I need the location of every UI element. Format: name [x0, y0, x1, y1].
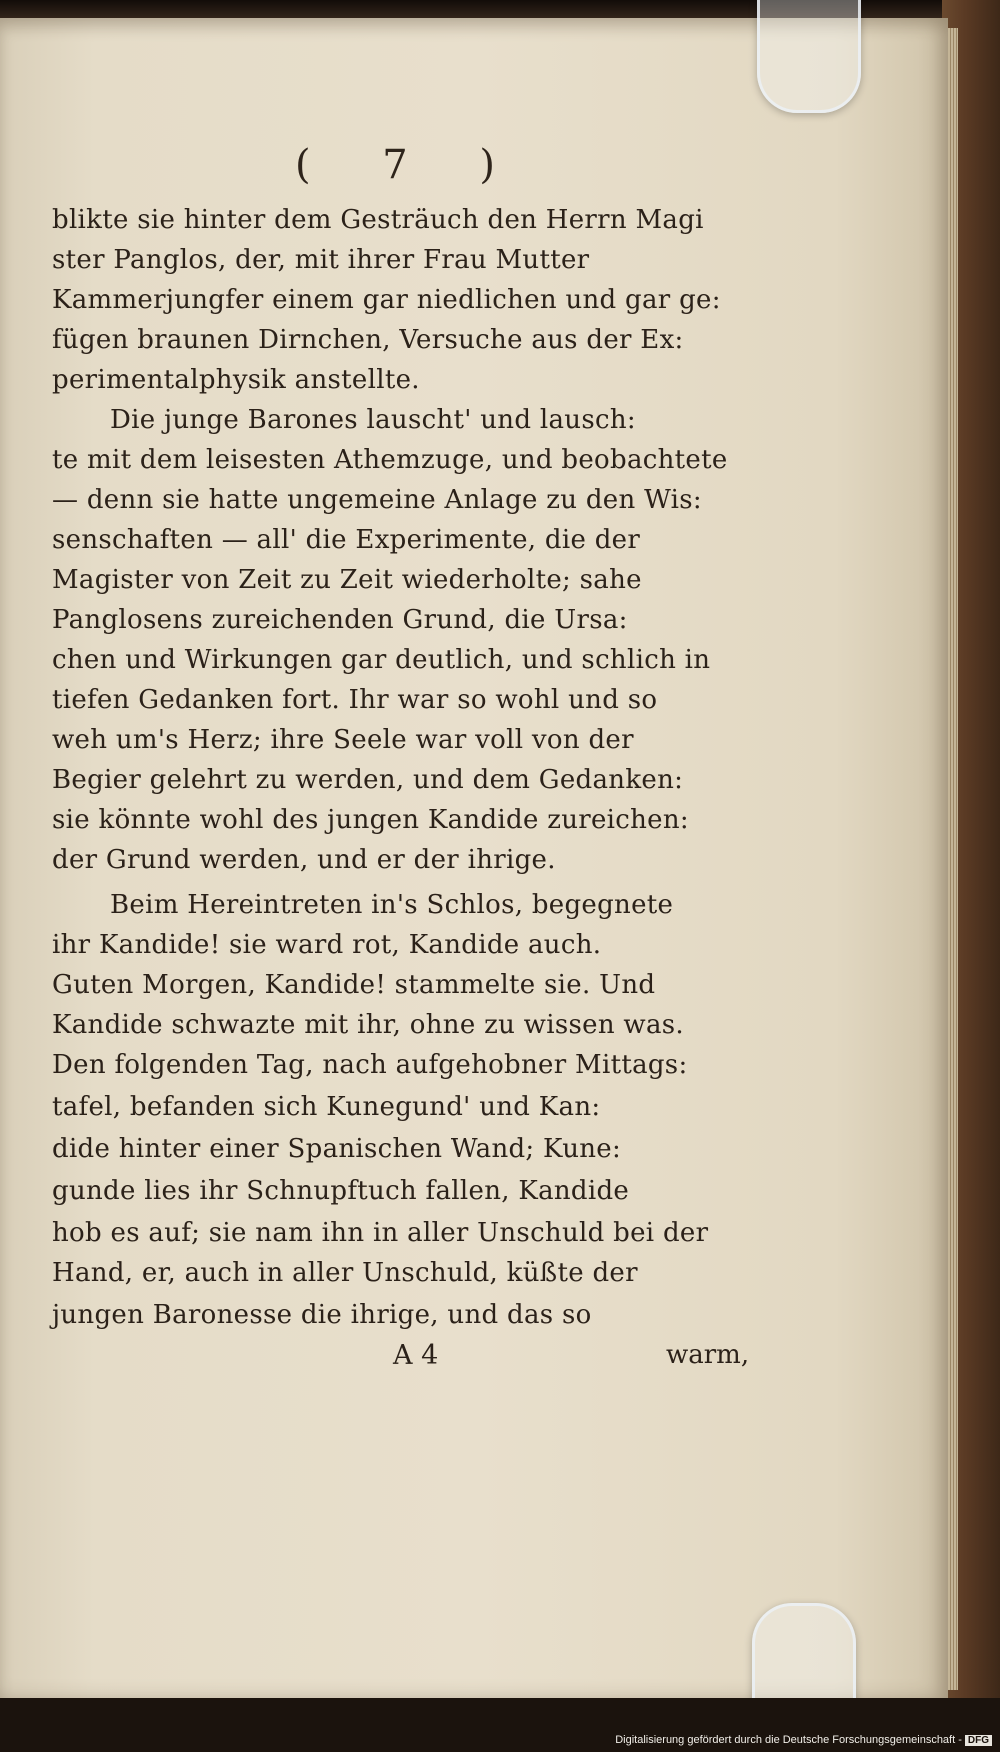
text-line: jungen Baronesse die ihrige, und das so [52, 1300, 592, 1330]
catchword: warm, [666, 1340, 750, 1370]
text-line: dide hinter einer Spanischen Wand; Kune: [52, 1134, 622, 1164]
credit-text: Digitalisierung gefördert durch die Deutsche Forschungsgemeinschaft - [615, 1734, 962, 1746]
page-clip-bottom [752, 1603, 856, 1701]
text-line: Die junge Barones lauscht' und lausch: [110, 405, 636, 435]
text-line: — denn sie hatte ungemeine Anlage zu den Wis: [52, 485, 702, 515]
text-line: blikte sie hinter dem Gesträuch den Herrn Magi [52, 205, 704, 235]
text-line: tiefen Gedanken fort. Ihr war so wohl und so [52, 685, 658, 715]
text-line: sie könnte wohl des jungen Kandide zureichen: [52, 805, 689, 835]
text-line: te mit dem leisesten Athemzuge, und beobachtete [52, 445, 728, 475]
text-line: Kammerjungfer einem gar niedlichen und gar ge: [52, 285, 721, 315]
text-line: perimentalphysik anstellte. [52, 365, 420, 395]
signature-mark: A 4 [393, 1340, 439, 1371]
page-edges [948, 28, 958, 1690]
page-clip-top [757, 0, 861, 113]
digitization-credit [615, 1734, 992, 1746]
paren-close: ) [479, 142, 495, 188]
text-line: Hand, er, auch in aller Unschuld, küßte der [52, 1258, 638, 1288]
dfg-logo: DFG [965, 1735, 992, 1746]
text-line: weh um's Herz; ihre Seele war voll von der [52, 725, 634, 755]
text-line: der Grund werden, und er der ihrige. [52, 845, 556, 875]
text-line: Kandide schwazte mit ihr, ohne zu wissen was. [52, 1010, 684, 1040]
text-line: chen und Wirkungen gar deutlich, und schlich in [52, 645, 711, 675]
text-line: Begier gelehrt zu werden, und dem Gedanken: [52, 765, 684, 795]
text-line: ster Panglos, der, mit ihrer Frau Mutter [52, 245, 590, 275]
text-line: Den folgenden Tag, nach aufgehobner Mittags: [52, 1050, 688, 1080]
text-line: Guten Morgen, Kandide! stammelte sie. Und [52, 970, 656, 1000]
text-line: senschaften — all' die Experimente, die der [52, 525, 641, 555]
text-line: gunde lies ihr Schnupftuch fallen, Kandide [52, 1176, 630, 1206]
text-line: Beim Hereintreten in's Schlos, begegnete [110, 890, 674, 920]
text-line: hob es auf; sie nam ihn in aller Unschuld bei der [52, 1218, 709, 1248]
page-number-header [295, 142, 495, 188]
paren-open: ( [295, 142, 311, 188]
text-line: Magister von Zeit zu Zeit wiederholte; sahe [52, 565, 642, 595]
text-line: ihr Kandide! sie ward rot, Kandide auch. [52, 930, 602, 960]
text-line: Panglosens zureichenden Grund, die Ursa: [52, 605, 628, 635]
text-line: fügen braunen Dirnchen, Versuche aus der Ex: [52, 325, 684, 355]
text-line: tafel, befanden sich Kunegund' und Kan: [52, 1092, 601, 1122]
page-number: 7 [382, 142, 408, 188]
